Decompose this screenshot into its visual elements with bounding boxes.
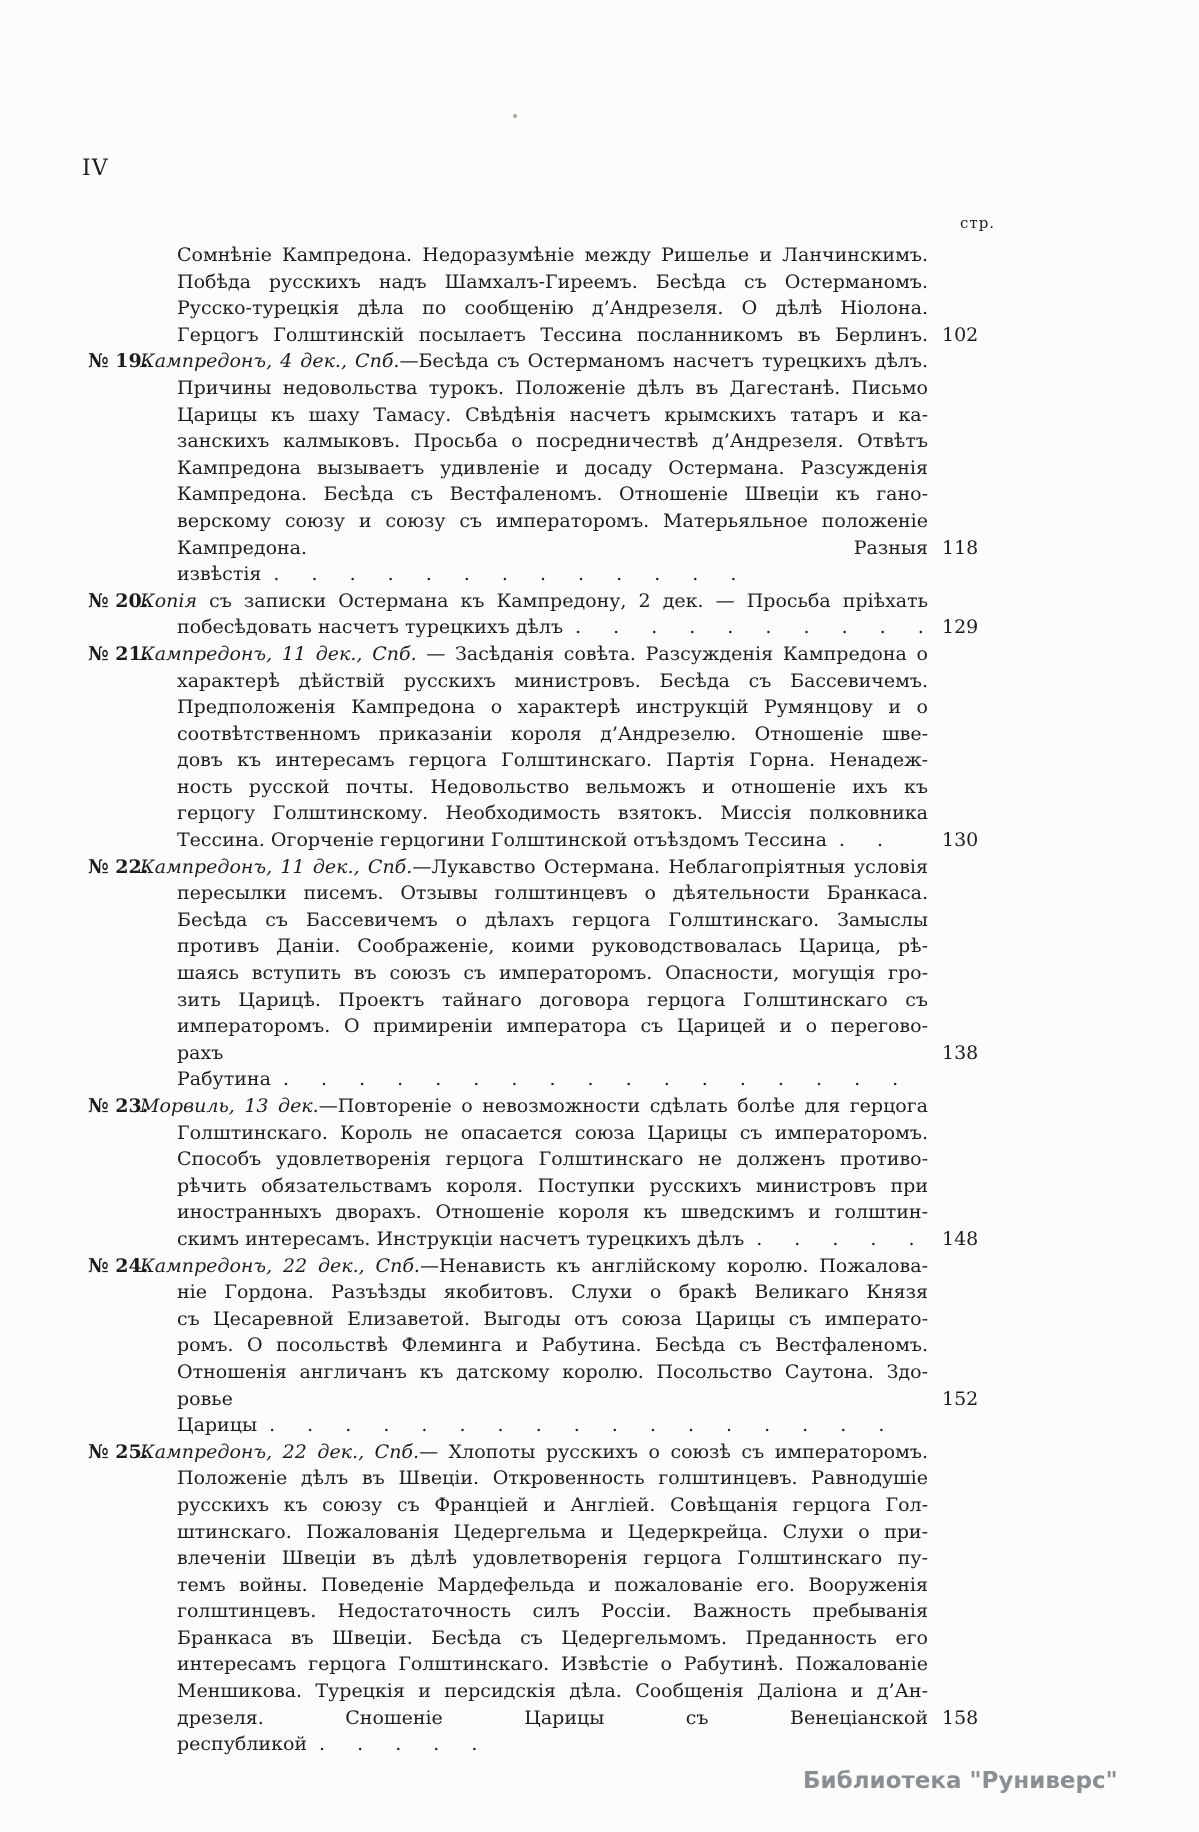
toc-line bbox=[177, 1678, 928, 1705]
entry-text: Причины недовольства турокъ. Положеніе дѣлъ въ Дагестанѣ. Письмо bbox=[177, 376, 928, 399]
entry-number: № 19. bbox=[88, 350, 149, 373]
entry-text: Предположенія Кампредона о характерѣ инструкцій Румянцову и о bbox=[177, 696, 928, 719]
toc-line bbox=[177, 907, 928, 934]
toc-line bbox=[177, 481, 928, 508]
toc-line bbox=[177, 1279, 928, 1306]
entry-text: Бесѣда съ Бассевичемъ о дѣлахъ герцога Голштинскаго. Замыслы bbox=[177, 908, 928, 931]
dot-leader: . . . . . . . . . . . . . . . . . bbox=[269, 1414, 885, 1437]
toc-line bbox=[177, 428, 928, 455]
toc-entry bbox=[88, 1439, 979, 1758]
entry-text: —Повтореніе о невозможности сдѣлать болѣе для герцога bbox=[318, 1095, 929, 1117]
toc-line bbox=[177, 1651, 928, 1678]
toc-entry bbox=[88, 854, 979, 1093]
toc-line bbox=[177, 1040, 979, 1093]
entry-text: —Бесѣда съ Остерманомъ насчетъ турецкихъ дѣлъ. bbox=[399, 350, 928, 373]
page-number: 130 bbox=[942, 829, 979, 852]
entry-text: Голштинскаго. Король не опасается союза Царицы съ императоромъ. bbox=[177, 1121, 928, 1144]
toc-line bbox=[177, 747, 928, 774]
entry-text: —Лукавство Остермана. Неблагопріятныя условія bbox=[412, 855, 928, 878]
entry-heading-italic: Кампредонъ, 4 дек., Спб. bbox=[140, 350, 400, 373]
entry-number: № 23. bbox=[88, 1095, 149, 1117]
entry-heading-italic: Кампредонъ, 11 дек., Спб. bbox=[140, 642, 417, 665]
entry-text: императоромъ. О примиреніи императора съ Царицей и о перегово- bbox=[177, 1015, 928, 1038]
library-watermark: Библиотека "Руниверс" bbox=[803, 1768, 1118, 1794]
toc-line bbox=[177, 960, 928, 987]
entry-text: соотвѣтственномъ приказаніи короля д’Андрезелю. Отношеніе шве- bbox=[177, 722, 928, 745]
entry-text: рѣчить обязательствамъ короля. Поступки русскихъ министровъ при bbox=[177, 1174, 928, 1197]
toc-line bbox=[177, 1545, 928, 1572]
entry-text: Побѣда русскихъ надъ Шамхалъ-Гиреемъ. Бесѣда съ Остерманомъ. bbox=[177, 270, 928, 293]
entry-text: скимъ интересамъ. Инструкціи насчетъ турецкихъ дѣлъ bbox=[177, 1227, 745, 1250]
toc-line bbox=[177, 322, 979, 349]
entry-text: голштинцевъ. Недостаточность силъ Россіи. Важность пребыванія bbox=[177, 1600, 928, 1623]
entry-text: темъ войны. Поведеніе Мардефельда и пожалованіе его. Вооруженія bbox=[177, 1573, 928, 1596]
entry-text: влеченіи Швеціи въ дѣлѣ удовлетворенія герцога Голштинскаго пу- bbox=[177, 1547, 928, 1570]
entry-text: пересылки писемъ. Отзывы голштинцевъ о дѣятельности Бранкаса. bbox=[177, 882, 928, 905]
page-number: 118 bbox=[942, 536, 979, 559]
toc-line bbox=[177, 880, 928, 907]
entry-text: —Ненависть къ англійскому королю. Пожалова- bbox=[419, 1254, 929, 1277]
entry-heading-italic: Кампредонъ, 11 дек., Спб. bbox=[140, 855, 413, 878]
toc-line bbox=[177, 1359, 928, 1386]
toc-line bbox=[177, 1306, 928, 1333]
toc-line bbox=[177, 242, 928, 269]
entry-text: ромъ. О посольствѣ Флеминга и Рабутина. Бесѣда съ Вестфаленомъ. bbox=[177, 1334, 928, 1357]
entry-text: — Хлопоты русскихъ о союзѣ съ императоромъ. bbox=[419, 1440, 929, 1463]
toc-line bbox=[177, 987, 928, 1014]
toc-line bbox=[177, 455, 928, 482]
toc-line bbox=[88, 588, 928, 615]
toc-line bbox=[177, 774, 928, 801]
toc-line bbox=[177, 1013, 928, 1040]
page-number: 138 bbox=[942, 1041, 979, 1064]
entry-text: Русско-турецкія дѣла по сообщенію д’Андрезеля. О дѣлѣ Ніолона. bbox=[177, 297, 928, 320]
toc-line bbox=[177, 375, 928, 402]
toc-line bbox=[177, 614, 979, 641]
entry-heading-italic: Копія bbox=[140, 589, 198, 612]
toc-line bbox=[177, 1226, 979, 1253]
toc-line bbox=[177, 1120, 928, 1147]
toc-line bbox=[88, 854, 928, 881]
toc bbox=[88, 242, 979, 1758]
scan-speck bbox=[513, 114, 517, 118]
page-folio-number: IV bbox=[82, 156, 109, 181]
toc-entry bbox=[88, 1253, 979, 1439]
toc-entry bbox=[88, 588, 979, 641]
toc-line bbox=[88, 1253, 929, 1280]
entry-text: съ записки Остермана къ Кампредону, 2 дек. — Просьба пріѣхать bbox=[197, 589, 928, 612]
toc-line bbox=[88, 1439, 929, 1466]
dot-leader: . . . . . . . . . . bbox=[575, 616, 924, 639]
toc-line bbox=[177, 1146, 928, 1173]
entry-text: занскихъ калмыковъ. Просьба о посредничествѣ д’Андрезеля. Отвѣтъ bbox=[177, 430, 928, 453]
toc-line bbox=[177, 800, 928, 827]
page-number: 152 bbox=[942, 1387, 979, 1410]
toc-entry bbox=[88, 641, 979, 854]
entry-text: ніе Гордона. Разъѣзды якобитовъ. Слухи о бракѣ Великаго Князя bbox=[177, 1281, 928, 1304]
entry-text: дрезеля. Сношеніе Царицы съ Венеціанской республикой bbox=[177, 1706, 928, 1756]
entry-text: Способъ удовлетворенія герцога Голштинскаго не долженъ противо- bbox=[177, 1148, 928, 1171]
entry-text: герцогу Голштинскому. Необходимость взятокъ. Миссія полковника bbox=[177, 802, 928, 825]
dot-leader: . . . . . . . . . . . . . . . . . bbox=[282, 1068, 899, 1091]
dot-leader: . . bbox=[838, 829, 884, 852]
toc-line bbox=[177, 933, 928, 960]
page-number: 148 bbox=[942, 1227, 979, 1250]
toc-line bbox=[177, 827, 979, 854]
page-number: 158 bbox=[942, 1706, 979, 1729]
entry-text: съ Цесаревной Елизаветой. Выгоды отъ союза Царицы съ императо- bbox=[177, 1307, 928, 1330]
entry-number: № 25. bbox=[88, 1440, 149, 1463]
entry-heading-italic: Кампредонъ, 22 дек., Спб. bbox=[140, 1440, 420, 1463]
page-number: 129 bbox=[942, 616, 979, 639]
entry-text: Меншикова. Турецкія и персидскія дѣла. Сообщенія Даліона и д’Ан- bbox=[177, 1680, 928, 1703]
entry-text: довъ къ интересамъ герцога Голштинскаго. Партія Горна. Ненадеж- bbox=[177, 749, 928, 772]
toc-line bbox=[177, 1199, 928, 1226]
entry-number: № 21. bbox=[88, 642, 149, 665]
entry-text: штинскаго. Пожалованія Цедергельма и Цедеркрейца. Слухи о при- bbox=[177, 1520, 928, 1543]
entry-number: № 22. bbox=[88, 855, 149, 878]
toc-line bbox=[177, 402, 928, 429]
entry-text: зить Царицѣ. Проектъ тайнаго договора герцога Голштинскаго съ bbox=[177, 988, 928, 1011]
toc-line bbox=[177, 1332, 928, 1359]
toc-line bbox=[177, 1625, 928, 1652]
entry-text: верскому союзу и союзу съ императоромъ. Матерьяльное положеніе bbox=[177, 509, 928, 532]
entry-number: № 24. bbox=[88, 1254, 149, 1277]
toc-line bbox=[177, 508, 928, 535]
entry-text: характерѣ дѣйствій русскихъ министровъ. Бесѣда съ Бассевичемъ. bbox=[177, 669, 928, 692]
toc-line bbox=[177, 1173, 928, 1200]
toc-entry bbox=[88, 348, 979, 587]
entry-number: № 20. bbox=[88, 589, 149, 612]
entry-text: Сомнѣніе Кампредона. Недоразумѣніе между Ришелье и Ланчинскимъ. bbox=[177, 244, 928, 266]
entry-heading-italic: Кампредонъ, 22 дек., Спб. bbox=[140, 1254, 420, 1277]
toc-line bbox=[177, 1598, 928, 1625]
toc-line bbox=[177, 295, 928, 322]
entry-text: иностранныхъ дворахъ. Отношеніе короля къ шведскимъ и голштин- bbox=[177, 1201, 928, 1224]
entry-heading-italic: Морвиль, 13 дек. bbox=[140, 1095, 319, 1117]
entry-text: Бранкаса въ Швеціи. Бесѣда съ Цедергельмомъ. Преданность его bbox=[177, 1626, 928, 1649]
toc-line bbox=[177, 269, 928, 296]
entry-text: ность русской почты. Недовольство вельможъ и отношеніе ихъ къ bbox=[177, 775, 928, 798]
toc-line bbox=[177, 721, 928, 748]
dot-leader: . . . . . bbox=[319, 1733, 478, 1756]
entry-text: интересамъ герцога Голштинскаго. Извѣстіе о Рабутинѣ. Пожалованіе bbox=[177, 1653, 928, 1676]
entry-text: Положеніе дѣлъ въ Швеціи. Откровенность голштинцевъ. Равнодушіе bbox=[177, 1467, 928, 1490]
entry-text: русскихъ къ союзу съ Франціей и Англіей. Совѣщанія герцога Гол- bbox=[177, 1493, 928, 1516]
toc-entry bbox=[177, 242, 979, 348]
toc-line bbox=[88, 1093, 929, 1120]
toc-line bbox=[177, 668, 928, 695]
toc-line bbox=[177, 535, 979, 588]
entry-text: ровье Царицы bbox=[177, 1387, 258, 1437]
entry-text: Кампредона. Разныя извѣстія bbox=[177, 536, 928, 586]
entry-text: противъ Даніи. Соображеніе, коими руководствовалась Царица, рѣ- bbox=[177, 935, 928, 958]
toc-line bbox=[88, 641, 928, 668]
toc-line bbox=[177, 694, 928, 721]
toc-line bbox=[177, 1492, 928, 1519]
entry-text: Кампредона. Бесѣда съ Вестфаленомъ. Отношеніе Швеціи къ гано- bbox=[177, 483, 928, 506]
entry-text: Отношенія англичанъ къ датскому королю. Посольство Саутона. Здо- bbox=[177, 1360, 928, 1383]
entry-text: рахъ Рабутина bbox=[177, 1041, 271, 1091]
dot-leader: . . . . . bbox=[756, 1227, 915, 1250]
entry-text: Царицы къ шаху Тамасу. Свѣдѣнія насчетъ крымскихъ татаръ и ка- bbox=[177, 403, 928, 426]
entry-text: Герцогъ Голштинскій посылаетъ Тессина посланникомъ въ Берлинъ. bbox=[177, 323, 928, 346]
entry-text: — Засѣданія совѣта. Разсужденія Кампредона о bbox=[416, 642, 928, 665]
page-number: 102 bbox=[942, 323, 979, 346]
entry-text: шаясь вступить въ союзъ съ императоромъ. Опасности, могущія гро- bbox=[177, 962, 928, 985]
page-column-header: стр. bbox=[960, 214, 996, 232]
entry-text: побесѣдовать насчетъ турецкихъ дѣлъ bbox=[177, 616, 564, 639]
toc-line bbox=[177, 1386, 979, 1439]
toc-line bbox=[88, 348, 928, 375]
dot-leader: . . . . . . . . . . . . . bbox=[273, 563, 737, 586]
entry-text: Тессина. Огорченіе герцогини Голштинской отъѣздомъ Тессина bbox=[177, 829, 827, 852]
entry-text: Кампредона вызываетъ удивленіе и досаду Остермана. Разсужденія bbox=[177, 456, 928, 479]
toc-line bbox=[177, 1519, 928, 1546]
toc-line bbox=[177, 1705, 979, 1758]
toc-line bbox=[177, 1572, 928, 1599]
toc-entry bbox=[88, 1093, 979, 1253]
toc-line bbox=[177, 1465, 928, 1492]
